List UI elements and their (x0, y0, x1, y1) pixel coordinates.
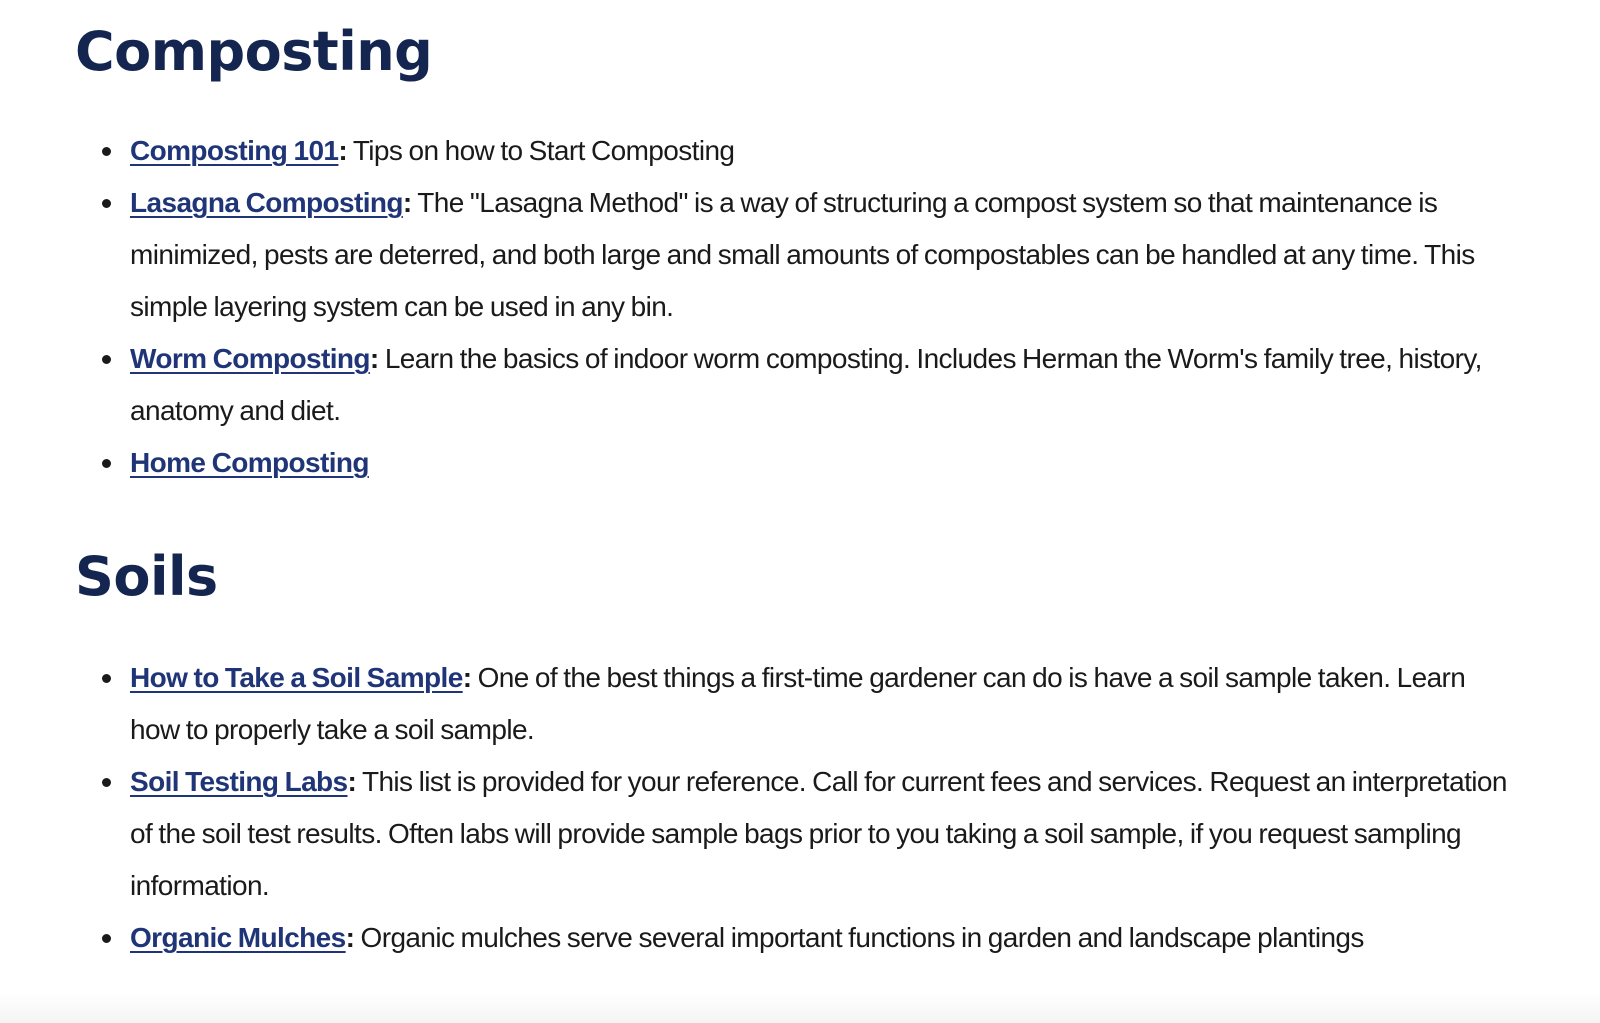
list-item (75, 756, 1515, 912)
separator: : (402, 187, 412, 218)
link-how-to-take-soil-sample[interactable]: How to Take a Soil Sample (130, 662, 463, 693)
list-item (75, 333, 1515, 437)
link-organic-mulches[interactable]: Organic Mulches (130, 922, 346, 953)
bullet-icon (102, 199, 111, 208)
bullet-icon (102, 934, 111, 943)
item-description: Tips on how to Start Composting (347, 135, 735, 166)
separator: : (338, 135, 348, 166)
link-soil-testing-labs[interactable]: Soil Testing Labs (130, 766, 348, 797)
link-worm-composting[interactable]: Worm Composting (130, 343, 370, 374)
soils-resource-list (75, 652, 1515, 964)
link-composting-101[interactable]: Composting 101 (130, 135, 339, 166)
bullet-icon (102, 355, 111, 364)
bullet-icon (102, 459, 111, 468)
separator: : (347, 766, 357, 797)
item-description: This list is provided for your reference. Call for current fees and services. Request an interpretation of the soil test results. Often labs will provide sample bags prior to you taking a soil sample, if you request sampling information. (130, 766, 1507, 901)
link-home-composting[interactable]: Home Composting (130, 447, 369, 478)
bullet-icon (102, 778, 111, 787)
link-lasagna-composting[interactable]: Lasagna Composting (130, 187, 403, 218)
bottom-edge-shadow (0, 993, 1600, 1023)
bullet-icon (102, 147, 111, 156)
item-description: Learn the basics of indoor worm composting. Includes Herman the Worm's family tree, history, anatomy and diet. (130, 343, 1482, 426)
composting-resource-list (75, 125, 1515, 489)
separator: : (369, 343, 379, 374)
item-description: One of the best things a first-time gardener can do is have a soil sample taken. Learn how to properly take a soil sample. (130, 662, 1466, 745)
list-item (75, 912, 1515, 964)
item-description: The "Lasagna Method" is a way of structuring a compost system so that maintenance is minimized, pests are deterred, and both large and small amounts of compostables can be handled at any time. This simple layering system can be used in any bin. (130, 187, 1475, 322)
section-heading-composting: Composting (75, 20, 433, 83)
item-description: Organic mulches serve several important functions in garden and landscape plantings (354, 922, 1364, 953)
list-item (75, 177, 1515, 333)
bullet-icon (102, 674, 111, 683)
list-item (75, 437, 1515, 489)
list-item (75, 652, 1515, 756)
section-heading-soils: Soils (75, 545, 218, 608)
separator: : (345, 922, 355, 953)
list-item (75, 125, 1515, 177)
separator: : (462, 662, 472, 693)
